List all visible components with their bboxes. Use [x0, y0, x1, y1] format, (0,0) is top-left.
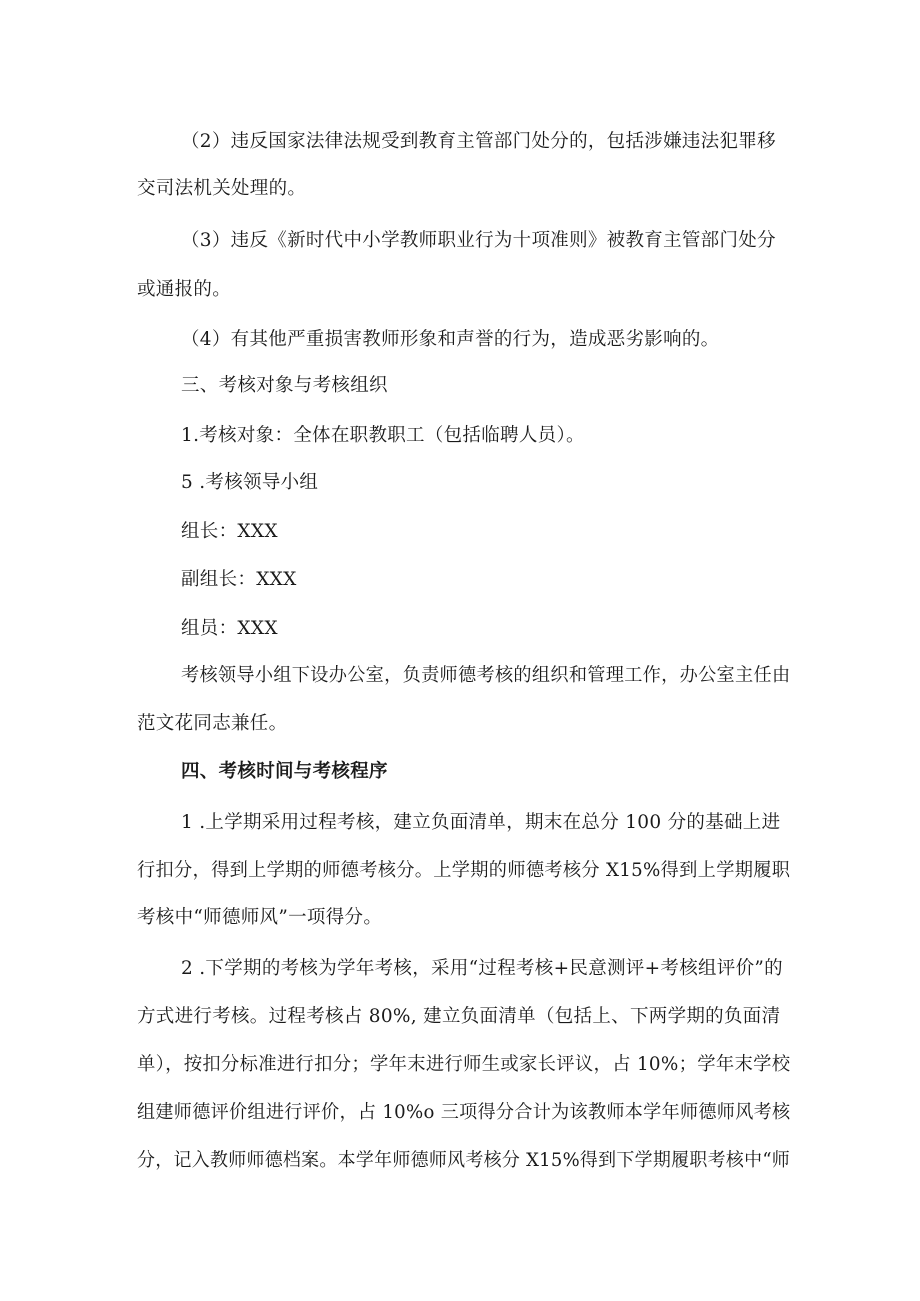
paragraph-line: 单），按扣分标准进行扣分；学年末进行师生或家长评议，占 10%；学年末学校	[137, 1054, 791, 1075]
paragraph-line: 组员：XXX	[181, 618, 278, 639]
paragraph-line: 1 .上学期采用过程考核，建立负面清单，期末在总分 100 分的基础上进	[181, 812, 781, 833]
paragraph-line: 考核中“师德师风”一项得分。	[137, 907, 383, 928]
paragraph-line: 考核领导小组下设办公室，负责师德考核的组织和管理工作，办公室主任由	[181, 665, 791, 686]
paragraph-line: 副组长：XXX	[181, 569, 297, 590]
paragraph-line: 1.考核对象：全体在职教职工（包括临聘人员）。	[181, 425, 585, 446]
paragraph-line: （3）违反《新时代中小学教师职业行为十项准则》被教育主管部门处分	[181, 230, 776, 251]
paragraph-line: 2 .下学期的考核为学年考核，采用“过程考核+民意测评+考核组评价”的	[181, 958, 783, 979]
paragraph-line: （4）有其他严重损害教师形象和声誉的行为，造成恶劣影响的。	[181, 329, 720, 350]
paragraph-line: 组建师德评价组进行评价，占 10%o 三项得分合计为该教师本学年师德师风考核	[137, 1102, 791, 1123]
paragraph-line: 交司法机关处理的。	[137, 178, 307, 199]
paragraph-line: 分，记入教师师德档案。本学年师德师风考核分 X15%得到下学期履职考核中“师	[137, 1150, 791, 1171]
paragraph-line: （2）违反国家法律法规受到教育主管部门处分的，包括涉嫌违法犯罪移	[181, 131, 776, 152]
paragraph-line: 行扣分，得到上学期的师德考核分。上学期的师德考核分 X15%得到上学期履职	[137, 860, 791, 881]
paragraph-line: 或通报的。	[137, 279, 232, 300]
paragraph-line: 范文花同志兼任。	[137, 713, 288, 734]
section-heading: 三、考核对象与考核组织	[181, 375, 388, 396]
section-heading: 四、考核时间与考核程序	[181, 761, 388, 782]
paragraph-line: 组长：XXX	[181, 521, 278, 542]
paragraph-line: 方式进行考核。过程考核占 80%, 建立负面清单（包括上、下两学期的负面清	[137, 1006, 781, 1027]
paragraph-line: 5 .考核领导小组	[181, 472, 319, 493]
